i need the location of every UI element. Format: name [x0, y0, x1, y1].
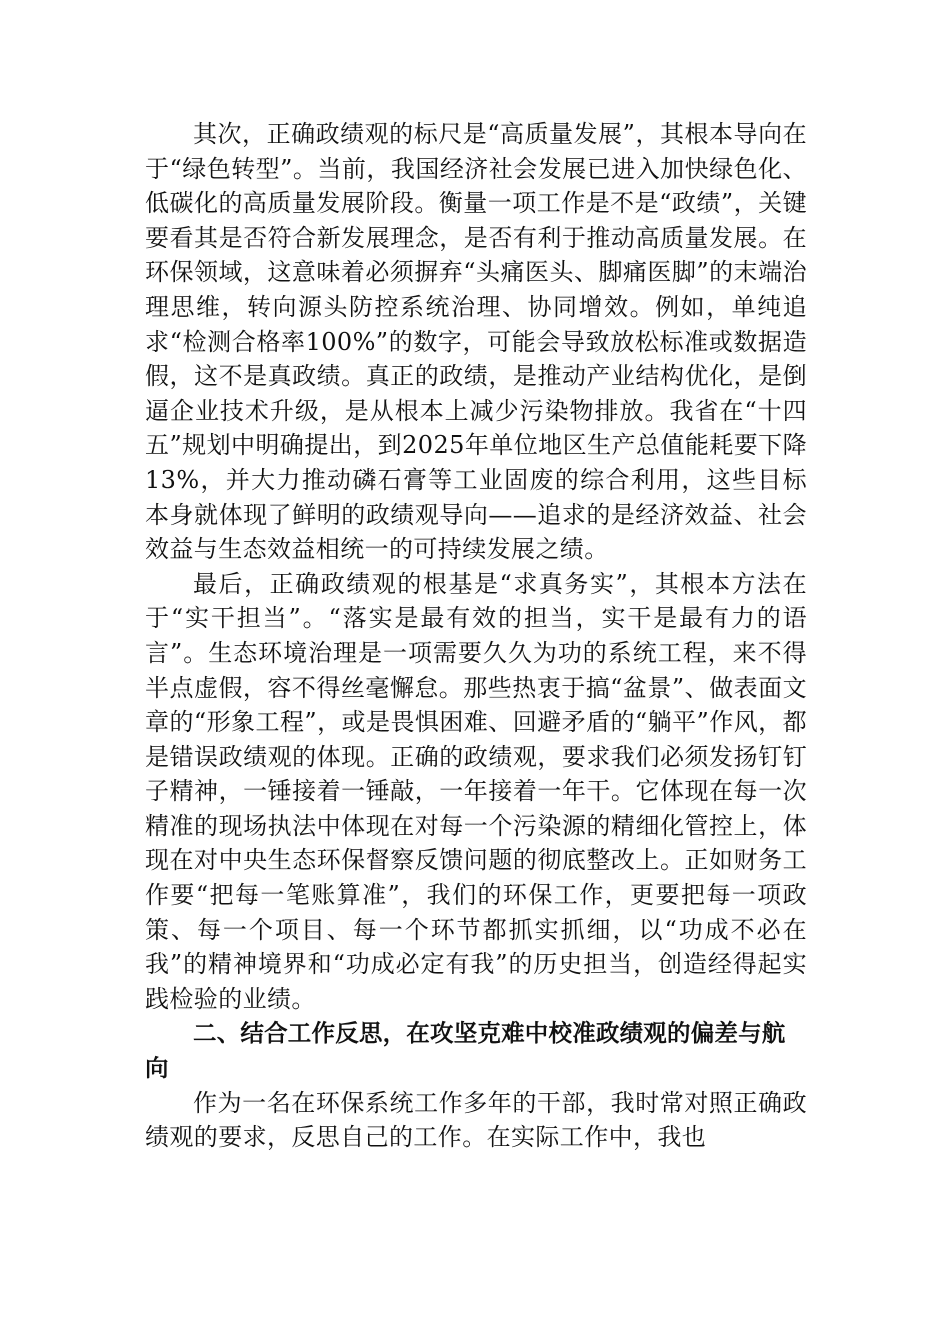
- paragraph-high-quality-development: 其次，正确政绩观的标尺是“高质量发展”，其根本导向在于“绿色转型”。当前，我国经济社会发展已进入加快绿色化、低碳化的高质量发展阶段。衡量一项工作是不是“政绩”，关键要看其是否符合新发展理念，是否有利于推动高质量发展。在环保领域，这意味着必须摒弃“头痛医头、脚痛医脚”的末端治理思维，转向源头防控系统治理、协同增效。例如，单纯追求“检测合格率100%”的数字，可能会导致放松标准或数据造假，这不是真政绩。真正的政绩，是推动产业结构优化，是倒逼企业技术升级，是从根本上减少污染物排放。我省在“十四五”规划中明确提出，到2025年单位地区生产总值能耗要下降13%，并大力推动磷石膏等工业固废的综合利用，这些目标本身就体现了鲜明的政绩观导向——追求的是经济效益、社会效益与生态效益相统一的可持续发展之绩。: [145, 120, 807, 564]
- paragraph-seek-truth: 最后，正确政绩观的根基是“求真务实”，其根本方法在于“实干担当”。“落实是最有效的担当，实干是最有力的语言”。生态环境治理是一项需要久久为功的系统工程，来不得半点虚假，容不得丝毫懈怠。那些热衷于搞“盆景”、做表面文章的“形象工程”，或是畏惧困难、回避矛盾的“躺平”作风，都是错误政绩观的体现。正确的政绩观，要求我们必须发扬钉钉子精神，一锤接着一锤敲，一年接着一年干。它体现在每一次精准的现场执法中体现在对每一个污染源的精细化管控上，体现在对中央生态环保督察反馈问题的彻底整改上。正如财务工作要“把每一笔账算准”，我们的环保工作，更要把每一项政策、每一个项目、每一个环节都抓实抓细，以“功成不必在我”的精神境界和“功成必定有我”的历史担当，创造经得起实践检验的业绩。: [145, 569, 807, 1013]
- document-body: [145, 117, 807, 1155]
- section-heading: 二、结合工作反思，在攻坚克难中校准政绩观的偏差与航向: [145, 1019, 786, 1083]
- paragraph-reflection: 作为一名在环保系统工作多年的干部，我时常对照正确政绩观的要求，反思自己的工作。在实际工作中，我也: [145, 1088, 807, 1152]
